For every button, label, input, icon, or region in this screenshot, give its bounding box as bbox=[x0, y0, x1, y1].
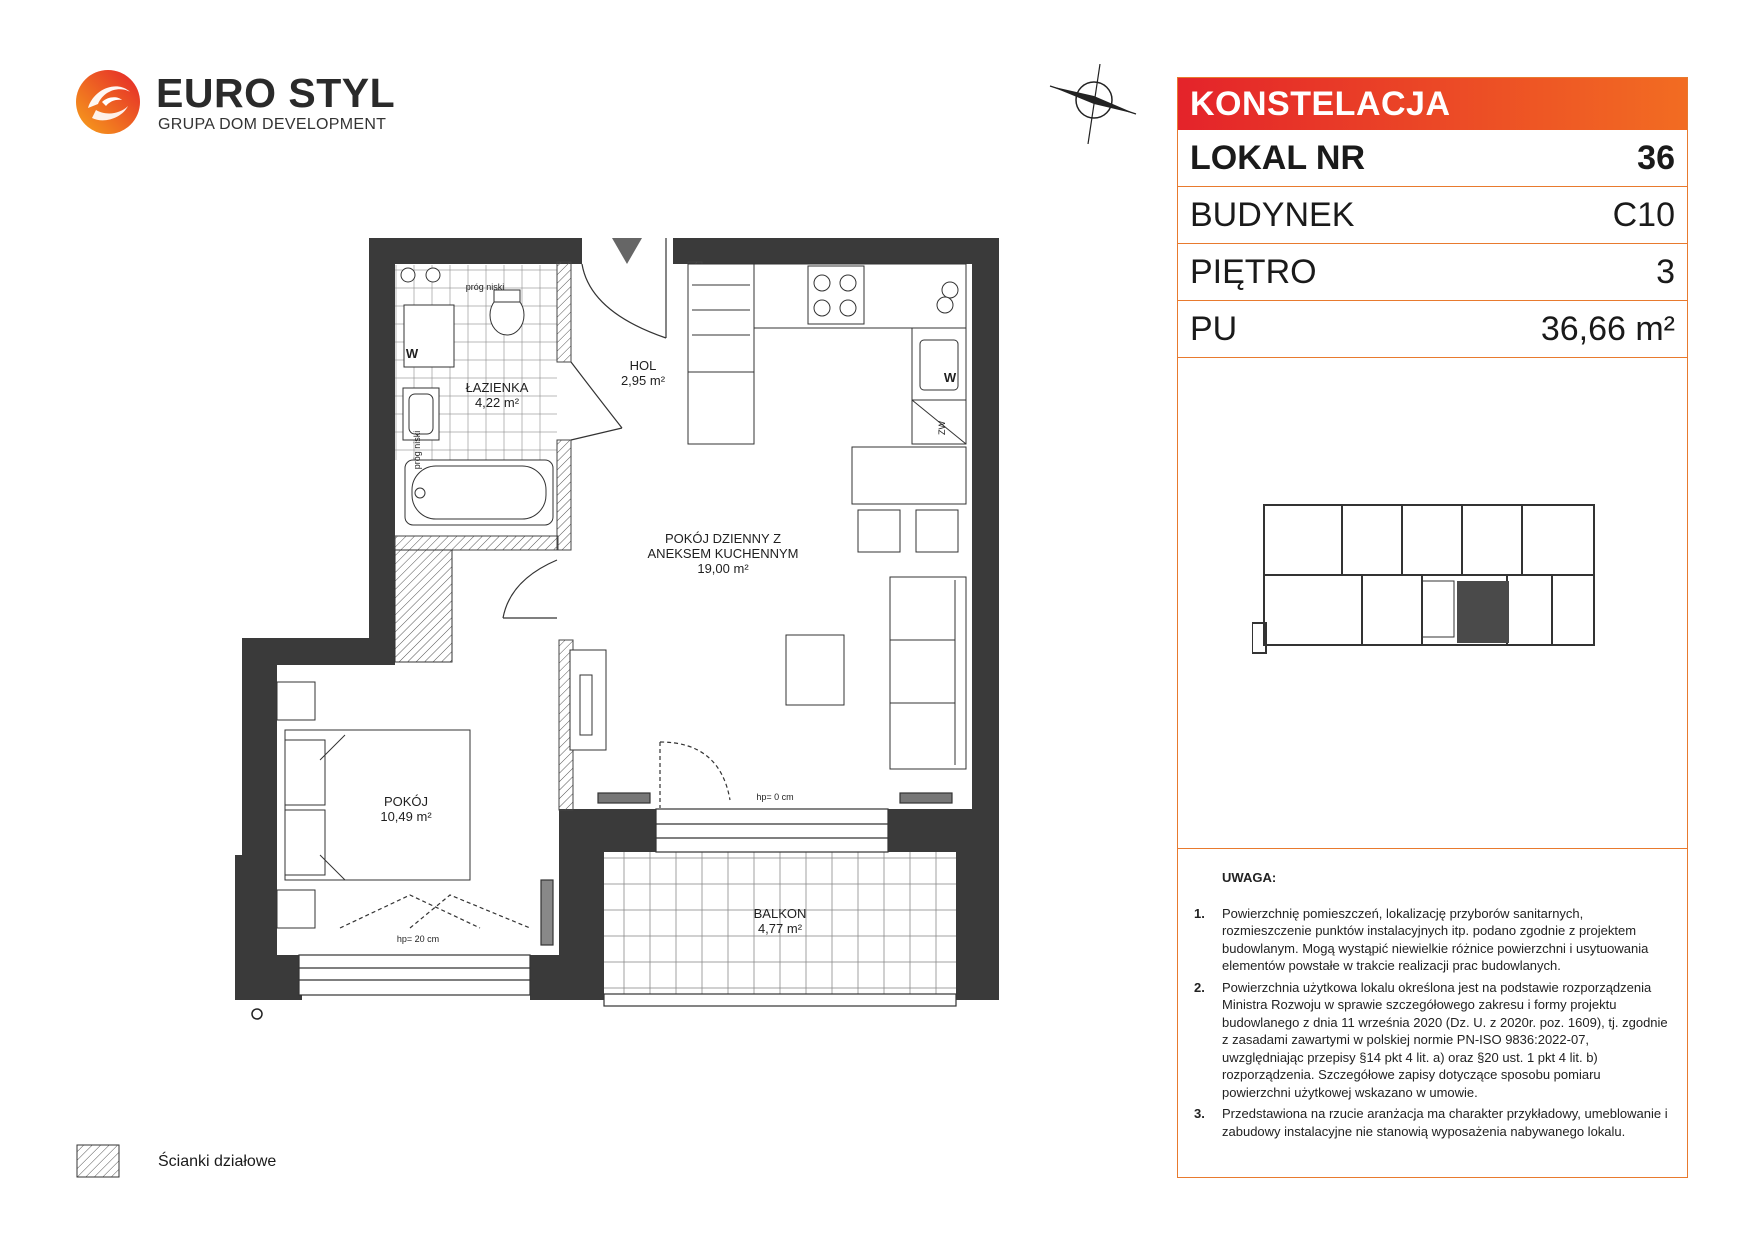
bedroom-furniture bbox=[277, 682, 470, 928]
row-building-value: C10 bbox=[1612, 195, 1675, 234]
label-threshold-1: próg niski bbox=[465, 282, 505, 292]
label-balcony: BALKON bbox=[753, 906, 807, 921]
note-item bbox=[1194, 1105, 1669, 1140]
note-number: 1. bbox=[1194, 905, 1205, 921]
label-zw: ZW bbox=[937, 421, 947, 435]
row-unit-number-value: 36 bbox=[1637, 138, 1675, 177]
row-area bbox=[1178, 301, 1687, 358]
floor-plan bbox=[0, 0, 1010, 1040]
logo-name: EURO STYL bbox=[156, 70, 396, 116]
note-item bbox=[1194, 979, 1669, 1102]
building-keyplan bbox=[1252, 493, 1608, 659]
logo-tagline: GRUPA DOM DEVELOPMENT bbox=[158, 116, 387, 133]
row-unit-number bbox=[1178, 130, 1687, 187]
row-building bbox=[1178, 187, 1687, 244]
note-text: Powierzchnia użytkowa lokalu określona jest na podstawie rozporządzenia Ministra Rozwoju w sprawie szczegółowego zakresu i formy projektu budowlanego z dnia 11 września 2020 (Dz. U. z 2020r. poz. 1609), tj. zgodnie z zasadami zawartymi w polskiej normie PN-ISO 9836:2022-07, uwzględniając przepisy §14 pkt 4 lit. a) oraz §20 ust. 1 pkt 4 lit. b) rozporządzenia. Szczegółowe zapisy dotyczące sposobu pomiaru powierzchni użytkowej wskazano w umowie. bbox=[1222, 979, 1668, 1100]
label-bedroom: POKÓJ bbox=[383, 794, 429, 809]
legend-label: Ścianki działowe bbox=[158, 1153, 277, 1170]
keyplan-area bbox=[1178, 358, 1687, 849]
area-balcony: 4,77 m² bbox=[757, 921, 803, 936]
note-number: 2. bbox=[1194, 979, 1205, 995]
label-hp-balcony: hp= 0 cm bbox=[756, 792, 794, 802]
north-arrow-icon bbox=[1048, 64, 1138, 144]
area-hall: 2,95 m² bbox=[620, 373, 666, 388]
label-hall: HOL bbox=[629, 358, 657, 373]
label-living-2: ANEKSEM KUCHENNYM bbox=[647, 546, 799, 561]
row-building-label: BUDYNEK bbox=[1190, 195, 1355, 234]
area-bathroom: 4,22 m² bbox=[474, 395, 520, 410]
area-living: 19,00 m² bbox=[697, 561, 749, 576]
living-furniture bbox=[395, 550, 966, 769]
project-name: KONSTELACJA bbox=[1178, 78, 1687, 130]
plan-marker-icon bbox=[252, 1009, 262, 1019]
row-floor-label: PIĘTRO bbox=[1190, 252, 1317, 291]
row-area-label: PU bbox=[1190, 309, 1238, 348]
label-threshold-2: próg niski bbox=[412, 430, 422, 470]
row-floor bbox=[1178, 244, 1687, 301]
label-water-1: W bbox=[405, 346, 419, 361]
label-living: POKÓJ DZIENNY Z bbox=[664, 531, 782, 546]
kitchen-fixtures bbox=[688, 264, 966, 552]
row-area-value: 36,66 m² bbox=[1540, 309, 1675, 348]
legend bbox=[76, 1144, 376, 1184]
note-item bbox=[1194, 905, 1669, 975]
row-unit-number-label: LOKAL NR bbox=[1190, 138, 1366, 177]
note-text: Powierzchnię pomieszczeń, lokalizację przyborów sanitarnych, rozmieszczenie punktów instalacyjnych itp. podano zgodnie z projektem budowlanym. Mogą wystąpić niewielkie różnice powierzchni i usytuowania elementów powstałe w trakcie realizacji prac budowlanych. bbox=[1222, 905, 1649, 973]
info-panel bbox=[1177, 77, 1688, 1178]
notes-section bbox=[1178, 849, 1687, 1140]
area-bedroom: 10,49 m² bbox=[380, 809, 432, 824]
label-water-2: W bbox=[943, 370, 957, 385]
label-hp-window: hp= 20 cm bbox=[396, 934, 440, 944]
note-text: Przedstawiona na rzucie aranżacja ma charakter przykładowy, umeblowanie i zabudowy instalacyjne nie stanowią wyposażenia nabywanego lokalu. bbox=[1222, 1106, 1668, 1139]
notes-title: UWAGA: bbox=[1222, 870, 1277, 885]
keyplan-unit-highlight bbox=[1457, 581, 1509, 643]
label-bathroom: ŁAZIENKA bbox=[465, 380, 529, 395]
row-floor-value: 3 bbox=[1656, 252, 1675, 291]
note-number: 3. bbox=[1194, 1106, 1205, 1121]
hatch-swatch-icon bbox=[76, 1144, 120, 1178]
